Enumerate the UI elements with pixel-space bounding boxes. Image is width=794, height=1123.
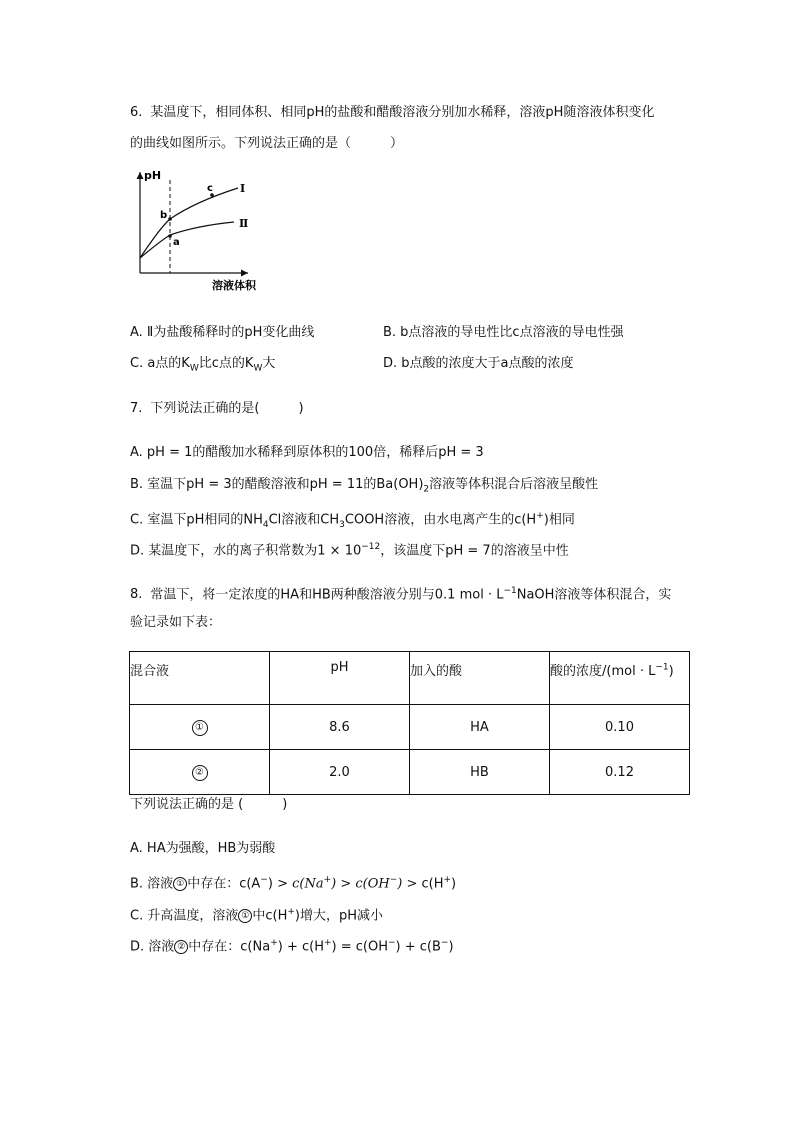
q8-option-d-mid4: ) + c(B [395,939,441,955]
q8-stem-post: NaOH溶液等体积混合，实 [516,587,672,603]
q7-option-d-post: ，该温度下pH = 7的溶液呈中性 [380,543,569,559]
q6-stem-line2: 的曲线如图所示。下列说法正确的是（ ） [130,136,404,151]
q8-option-b-pre: B. 溶液 [130,876,174,892]
point-label-b: b [160,210,168,221]
q7-option-c[interactable] [130,507,575,534]
q8-option-d-mid2: ) + c(H [277,939,324,955]
q6-option-c-mid: 比c点的K [198,356,254,371]
q7-option-c-sup: + [536,511,544,521]
row1-ph: 8.6 [270,705,410,750]
q7-option-c-post: )相同 [543,512,575,528]
q6-option-c-sub1: W [189,363,199,374]
q6-option-d[interactable]: D. b点酸的浓度大于a点酸的浓度 [383,356,574,371]
q8-option-d-mid3: ) = c(OH [331,939,388,955]
q6-option-c-post: 大 [262,356,276,371]
row1-concentration: 0.10 [550,705,690,750]
q6-option-c-pre: C. a点的K [130,356,190,371]
q8-option-c-mid: 中c(H [252,908,288,924]
q8-option-d-circ: ② [174,940,188,954]
q7-option-c-sub2: 3 [339,519,345,530]
q7-option-c-pre: C. 室温下pH相同的NH [130,512,263,528]
q8-option-d-sup3: − [388,938,396,948]
point-a [168,234,172,238]
q7-option-b-pre: B. 室温下pH = 3的醋酸溶液和pH = 11的Ba(OH) [130,477,424,492]
q8-after-table: 下列说法正确的是 ( ) [130,797,288,812]
curve-II [140,222,234,258]
q8-option-c-circ: ① [238,909,252,923]
q8-option-d-sup4: − [440,938,449,948]
q7-option-b-post: 溶液等体积混合后溶液呈酸性 [429,477,599,492]
header-concentration-close: ) [668,664,674,679]
x-axis-label: 溶液体积 [212,279,256,292]
q8-option-d-sup1: + [270,938,278,948]
q8-option-b-circ: ① [173,877,187,891]
q8-stem-line1 [130,582,671,604]
row2-ph: 2.0 [270,750,410,795]
row1-mixture-cell [130,705,270,750]
q7-number: 7. [130,401,143,416]
q8-option-d-close: ) [448,939,454,955]
header-ph: pH [270,652,410,705]
q8-option-b-it1: c(Na [292,876,324,892]
q6-stem-line1 [130,104,654,122]
q6-option-c[interactable] [130,355,275,378]
q7-option-b[interactable] [130,476,598,499]
q8-option-d-sup2: + [323,938,332,948]
q6-ph-volume-graph [130,170,270,296]
q7-option-b-sub: 2 [423,484,430,495]
q8-option-d-mid: 中存在：c(Na [188,939,271,955]
q6-stem-text: 某温度下，相同体积、相同pH的盐酸和醋酸溶液分别加水稀释，溶液pH随溶液体积变化 [150,105,655,120]
curve-label-I: Ⅰ [240,182,246,195]
q8-option-d-pre: D. 溶液 [130,939,175,955]
point-b [168,217,172,221]
point-label-c: c [207,183,213,194]
header-mixture: 混合液 [130,652,270,705]
table-header-row [130,652,690,705]
point-label-a: a [173,237,180,248]
q8-option-b-sup4: + [443,875,452,885]
header-concentration-sup: −1 [655,662,669,673]
q7-option-c-mid2: COOH溶液，由水电离产生的c(H [344,512,537,528]
q8-option-b-sup3: − [389,875,398,885]
q6-option-a[interactable]: A. Ⅱ为盐酸稀释时的pH变化曲线 [130,325,315,340]
q8-option-b-it2: ) > c(OH [331,876,390,892]
q8-stem-line2: 验记录如下表： [130,615,222,630]
row2-acid: HB [410,750,550,795]
row2-mixture-id: ② [192,765,208,781]
y-axis-label: pH [144,170,162,182]
q6-option-c-sub2: W [253,363,263,374]
table-row [130,750,690,795]
header-acid: 加入的酸 [410,652,550,705]
q8-option-b-sup1: − [260,875,268,885]
q7-option-d-pre: D. 某温度下，水的离子积常数为1 × 10 [130,543,362,559]
q8-option-b-mid2: ) > [267,876,293,892]
q8-stem-pre: 常温下，将一定浓度的HA和HB两种酸溶液分别与0.1 mol · L [150,587,504,603]
row1-acid: HA [410,705,550,750]
q6-option-b[interactable]: B. b点溶液的导电性比c点溶液的导电性强 [383,325,624,340]
q8-option-c-sup: + [287,907,295,917]
table-row [130,705,690,750]
q8-option-d[interactable] [130,934,454,956]
header-concentration [550,652,690,705]
q7-option-d-sup: −12 [361,542,381,552]
q7-option-d[interactable] [130,538,569,560]
row1-mixture-id: ① [192,720,208,736]
q8-option-b-end: c(H [421,876,444,892]
q8-experiment-table [129,651,690,795]
q6-number: 6. [130,105,143,120]
q7-option-c-mid: Cl溶液和CH [268,512,340,528]
q8-option-c-post: )增大，pH减小 [294,908,383,924]
q7-option-c-sub1: 4 [262,519,269,530]
q8-option-b-sup2: + [323,875,332,885]
q8-option-c[interactable] [130,903,383,925]
q8-option-b-it3: ) > [397,876,422,892]
q7-option-a[interactable]: A. pH = 1的醋酸加水稀释到原体积的100倍，稀释后pH = 3 [130,445,484,460]
q8-option-b-close: ) [451,876,457,892]
curve-label-II: Ⅱ [239,217,249,230]
header-concentration-text: 酸的浓度/(mol · L [550,664,656,679]
q7-stem-text: 下列说法正确的是( ) [150,401,304,416]
q8-number: 8. [130,587,143,603]
q8-option-c-pre: C. 升高温度，溶液 [130,908,239,924]
q7-stem [130,400,304,418]
q8-option-b[interactable] [130,871,456,893]
q8-option-a[interactable]: A. HA为强酸，HB为弱酸 [130,841,276,856]
q8-option-b-mid: 中存在：c(A [187,876,261,892]
row2-concentration: 0.12 [550,750,690,795]
q8-stem-sup: −1 [503,586,517,596]
row2-mixture-cell [130,750,270,795]
